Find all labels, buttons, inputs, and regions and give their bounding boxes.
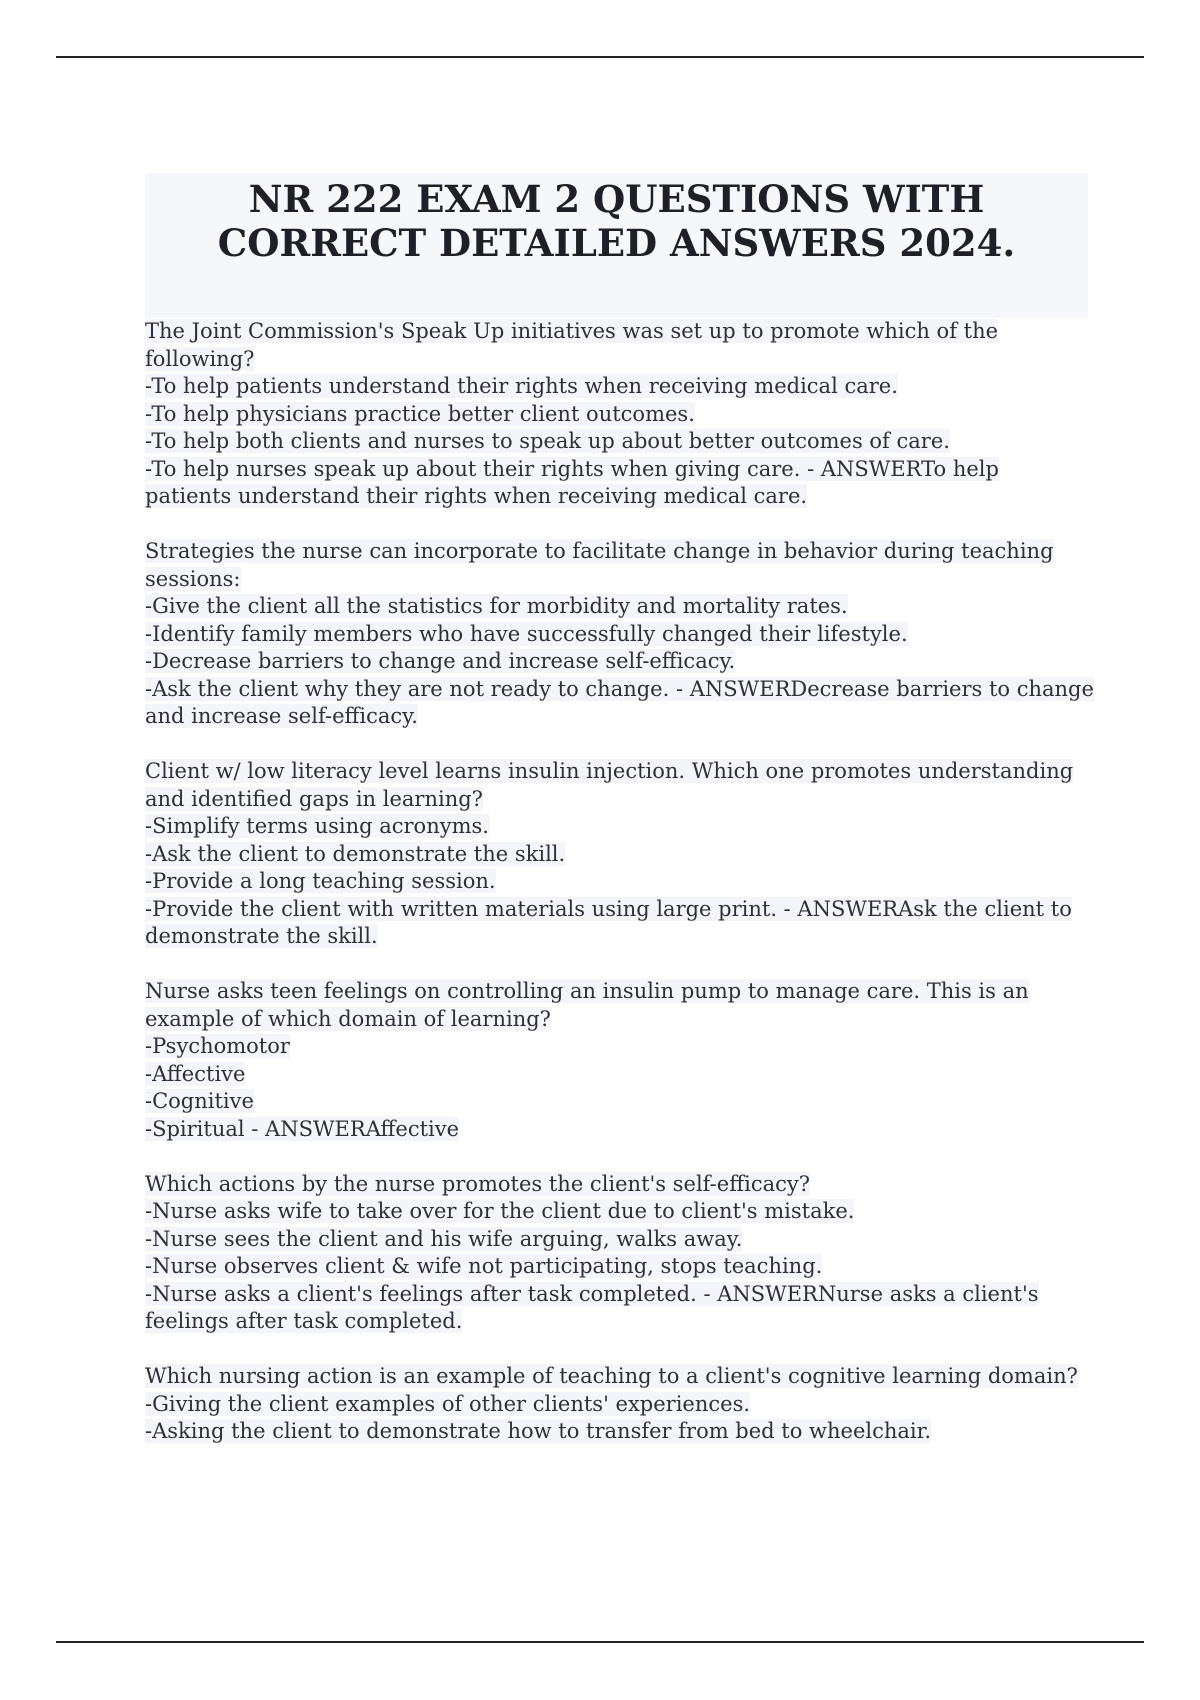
answer-option: -Provide a long teaching session. [145,869,496,893]
question-text: The Joint Commission's Speak Up initiatives was set up to promote which of the [145,319,999,343]
question-block-4 [145,978,1090,1143]
correct-answer: feelings after task completed. [145,1309,463,1333]
answer-option: -To help nurses speak up about their rights when giving care. - ANSWERTo help [145,456,999,481]
question-block-5 [145,1171,1090,1336]
header-rule [56,56,1144,58]
answer-option: -Ask the client to demonstrate the skill. [145,841,566,866]
correct-answer: -Spiritual - ANSWERAffective [145,1116,460,1141]
answer-option: -Nurse asks wife to take over for the client due to client's mistake. [145,1199,855,1223]
title-line-1: NR 222 EXAM 2 QUESTIONS WITH [248,177,985,221]
answer-option: -To help physicians practice better client outcomes. [145,401,695,426]
answer-option: -Decrease barriers to change and increase self-efficacy. [145,649,736,673]
answer-option: -Cognitive [145,1089,254,1113]
footer-rule [56,1641,1144,1643]
answer-option: -Affective [145,1061,246,1086]
correct-answer: demonstrate the skill. [145,924,378,948]
question-block-6 [145,1363,1090,1446]
document-title [145,173,1088,318]
question-text: Which nursing action is an example of teaching to a client's cognitive learning domain? [145,1364,1078,1388]
question-text: and identified gaps in learning? [145,786,483,811]
answer-option: -Nurse observes client & wife not participating, stops teaching. [145,1254,823,1278]
answer-option: -Give the client all the statistics for morbidity and mortality rates. [145,594,848,618]
answer-option: -Nurse asks a client's feelings after task completed. - ANSWERNurse asks a client's [145,1281,1039,1306]
answer-option: -Provide the client with written materials using large print. - ANSWERAsk the client to [145,896,1072,921]
question-text: Nurse asks teen feelings on controlling an insulin pump to manage care. This is an [145,979,1029,1003]
answer-option: -Ask the client why they are not ready to change. - ANSWERDecrease barriers to change [145,676,1094,701]
question-block-2 [145,538,1094,731]
answer-option: -Psychomotor [145,1034,290,1058]
question-text: Client w/ low literacy level learns insulin injection. Which one promotes understanding [145,759,1074,783]
question-text: following? [145,346,255,371]
question-text: Strategies the nurse can incorporate to facilitate change in behavior during teaching [145,539,1054,563]
question-text: sessions: [145,566,241,591]
answer-option: -Identify family members who have successfully changed their lifestyle. [145,621,908,646]
question-block-1 [145,318,1090,511]
answer-option: -To help both clients and nurses to speak up about better outcomes of care. [145,429,950,453]
answer-option: -To help patients understand their rights when receiving medical care. [145,374,898,398]
answer-option: -Giving the client examples of other clients' experiences. [145,1391,751,1416]
correct-answer: and increase self-efficacy. [145,704,418,728]
question-list [145,318,1094,1473]
title-line-2: CORRECT DETAILED ANSWERS 2024. [217,221,1016,265]
question-block-3 [145,758,1090,951]
correct-answer: patients understand their rights when receiving medical care. [145,484,808,508]
question-text: example of which domain of learning? [145,1006,551,1031]
answer-option: -Nurse sees the client and his wife arguing, walks away. [145,1226,743,1251]
question-text: Which actions by the nurse promotes the client's self-efficacy? [145,1171,811,1196]
answer-option: -Simplify terms using acronyms. [145,814,489,838]
answer-option: -Asking the client to demonstrate how to transfer from bed to wheelchair. [145,1419,932,1443]
